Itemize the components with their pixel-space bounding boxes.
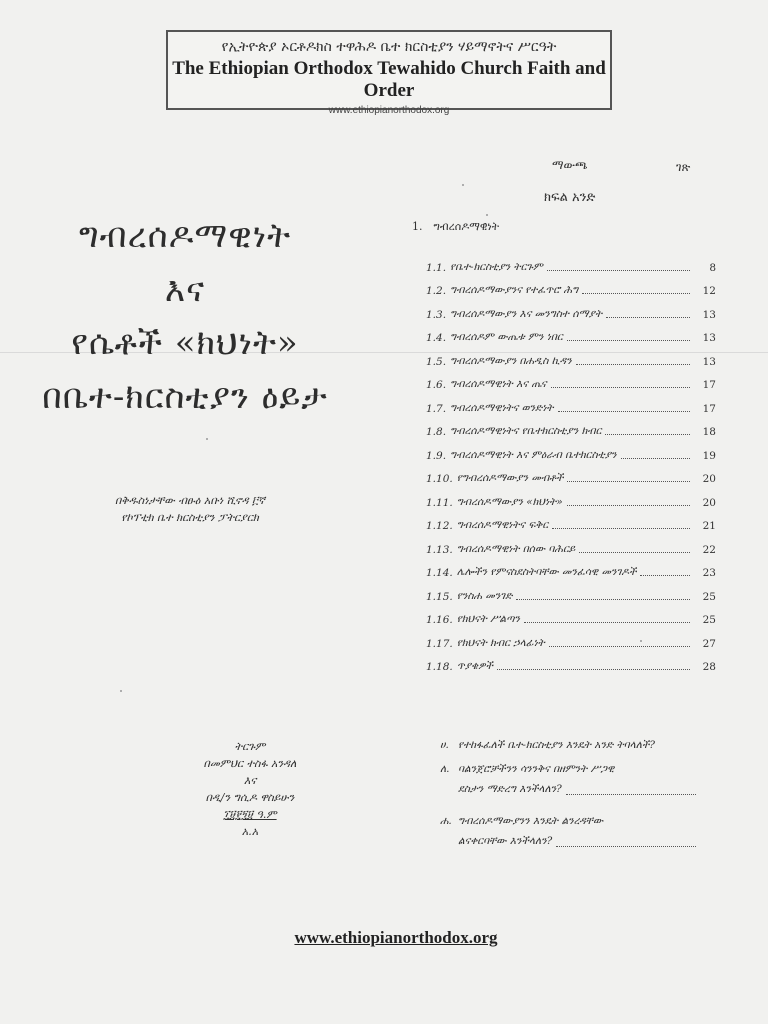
toc-entry-number: 1.14. bbox=[426, 567, 453, 579]
toc-leader-dots bbox=[640, 575, 690, 576]
toc-entry-label: ግብረሰዶማውያንና የተፈጥሮ ሕግ bbox=[450, 284, 579, 296]
toc-subitem bbox=[440, 812, 700, 852]
toc-heading-page: ገጽ bbox=[676, 160, 691, 174]
toc-entry-number: 1.2. bbox=[426, 285, 447, 297]
toc-entry[interactable] bbox=[426, 391, 716, 415]
toc-entry-number: 1.9. bbox=[426, 449, 447, 462]
toc-entry-page: 13 bbox=[702, 332, 716, 344]
scan-speck bbox=[120, 690, 122, 692]
toc-entry[interactable] bbox=[426, 344, 716, 368]
toc-subitem bbox=[440, 760, 700, 800]
toc-entry[interactable] bbox=[426, 438, 716, 462]
toc-leader-dots bbox=[576, 364, 690, 365]
toc-leader-dots bbox=[579, 552, 690, 553]
toc-entry-label: ግብረሰዶማውያን እና መንግስተ ሰማያት bbox=[450, 307, 603, 320]
toc-leader-dots bbox=[621, 458, 690, 459]
toc-entry-page: 27 bbox=[702, 637, 716, 650]
toc-entry-number: 1.16. bbox=[426, 614, 453, 626]
toc-entry[interactable] bbox=[426, 650, 716, 674]
toc-root-entry bbox=[412, 220, 499, 234]
toc-entry-number: 1.13. bbox=[426, 543, 453, 556]
toc-entry-label: ጥያቄዎች bbox=[456, 660, 493, 672]
toc-entry-label: ግብረሰዶማዊነት እና ጤና bbox=[450, 378, 547, 390]
toc-leader-dots bbox=[551, 387, 691, 388]
toc-entry[interactable] bbox=[426, 415, 716, 439]
book-title bbox=[40, 210, 330, 425]
toc-entry-label: ግብረሰዶማውያን በሐዲስ ኪዳን bbox=[450, 354, 572, 367]
toc-root-number: 1. bbox=[412, 220, 423, 233]
title-line: በቤተ-ክርስቲያን ዕይታ bbox=[42, 377, 328, 418]
toc-entry[interactable] bbox=[426, 532, 716, 556]
toc-entry-page: 21 bbox=[702, 520, 716, 532]
toc-entry-label: ሌሎችን የምናስደስትባቸው መንፈሳዊ መንገዶች bbox=[456, 566, 637, 578]
toc-entry-number: 1.4. bbox=[426, 332, 447, 344]
toc-entry[interactable] bbox=[426, 556, 716, 580]
toc-subitem bbox=[440, 736, 700, 756]
toc-subitem-text: ልናቀርባቸው እንችላለን? bbox=[458, 834, 553, 847]
toc-entry[interactable] bbox=[426, 462, 716, 486]
scan-speck bbox=[462, 184, 464, 186]
toc-entry-label: የቤተ-ክርስቲያን ትርጉም bbox=[450, 260, 543, 273]
toc-entry[interactable] bbox=[426, 485, 716, 509]
toc-entry-number: 1.15. bbox=[426, 590, 453, 603]
toc-entry-page: 20 bbox=[702, 473, 716, 485]
toc-entry-number: 1.6. bbox=[426, 379, 447, 391]
toc-entry[interactable] bbox=[426, 579, 716, 603]
toc-entry-page: 20 bbox=[702, 496, 716, 509]
toc-heading-contents: ማውጫ bbox=[552, 158, 588, 172]
toc-entry[interactable] bbox=[426, 603, 716, 627]
toc-leader-dots bbox=[605, 434, 690, 435]
translator-line: ትርጉም bbox=[234, 740, 266, 753]
footer-url[interactable]: www.ethiopianorthodox.org bbox=[294, 928, 498, 947]
toc-leader-dots bbox=[547, 270, 690, 271]
toc-entry-number: 1.10. bbox=[426, 473, 453, 485]
toc-entry-number: 1.12. bbox=[426, 520, 453, 532]
toc-entry-page: 17 bbox=[702, 402, 716, 415]
toc-entry-label: ግብረሰዶማውያን «ክህነት» bbox=[456, 495, 563, 508]
toc-subitem-text: የተከፋፈለች ቤተ-ክርስቲያን እንዴት አንድ ትባላለች? bbox=[458, 739, 655, 751]
toc-entry[interactable] bbox=[426, 626, 716, 650]
translator-line: እና bbox=[243, 774, 257, 788]
toc-leader-dots bbox=[606, 317, 690, 318]
toc-entry-number: 1.5. bbox=[426, 355, 447, 368]
toc-entry-page: 17 bbox=[702, 379, 716, 391]
translator-line: አ.አ bbox=[241, 825, 259, 839]
toc-entry-number: 1.1. bbox=[426, 261, 447, 274]
toc-entry-page: 23 bbox=[702, 567, 716, 579]
toc-entry-label: ግብረሰዶማዊነትና የቤተክርስቲያን ክብር bbox=[450, 425, 602, 437]
toc-entry[interactable] bbox=[426, 250, 716, 274]
author-line: በቅዱስነታቸው ብፁዕ አቡነ ሺኖዳ ፫ኛ bbox=[114, 494, 266, 507]
toc-entry-label: ግብረሰዶማዊነት በሰው ባሕርይ bbox=[456, 542, 576, 555]
toc-entry-label: ግብረሰዶማዊነትና ወንድነት bbox=[450, 401, 554, 414]
toc-entry-page: 18 bbox=[702, 426, 716, 438]
translator-year: ፲፱፻፺፱ ዓ.ም bbox=[223, 808, 277, 822]
header-box bbox=[166, 30, 612, 116]
toc-entry[interactable] bbox=[426, 368, 716, 392]
toc-subitem-mark: ለ. bbox=[440, 763, 450, 775]
toc-subitem-text: ደስታን ማድረግ እንችላለን? bbox=[458, 782, 562, 795]
author-line: የኮፕቲክ ቤተ ክርስቲያን ፓትርያርክ bbox=[121, 511, 259, 525]
scan-speck bbox=[486, 214, 488, 216]
toc-entry-page: 8 bbox=[709, 261, 716, 274]
toc-leader-dots bbox=[549, 646, 690, 647]
toc-entry[interactable] bbox=[426, 321, 716, 345]
toc-entry-number: 1.3. bbox=[426, 308, 447, 321]
toc-entry-page: 13 bbox=[702, 308, 716, 321]
translator-line: በዲ/ን ግሲዶ ዋስይሁን bbox=[205, 791, 295, 805]
scan-speck bbox=[640, 640, 642, 642]
toc-entry-page: 19 bbox=[702, 449, 716, 462]
toc-list bbox=[426, 250, 716, 673]
toc-entry-label: ግብረሰዶማዊነት እና ምዕራብ ቤተክርስቲያን bbox=[450, 448, 617, 461]
toc-leader-dots bbox=[524, 622, 690, 623]
toc-subitem-text: ባልንጀሮቻችንን ሳንንቅና በዘምንት ሥጋዊ bbox=[458, 763, 615, 775]
toc-root-label: ግብረሰዶማዊነት bbox=[433, 220, 500, 233]
scan-speck bbox=[206, 438, 208, 440]
author-block bbox=[70, 492, 310, 526]
toc-subitem-mark: ሐ. bbox=[440, 815, 452, 827]
toc-leader-dots bbox=[567, 505, 690, 506]
toc-entry-page: 22 bbox=[702, 543, 716, 556]
toc-entry-label: የንስሐ መንገድ bbox=[456, 589, 513, 602]
toc-entry-page: 25 bbox=[702, 614, 716, 626]
toc-entry-label: ግብረሰዶማዊነትና ፍቅር bbox=[456, 519, 549, 531]
toc-entry-number: 1.11. bbox=[426, 496, 453, 509]
title-line: የሴቶች «ክህነት» bbox=[71, 323, 299, 364]
toc-leader-dots bbox=[582, 293, 690, 294]
toc-entry-page: 13 bbox=[702, 355, 716, 368]
toc-leader-dots bbox=[566, 780, 696, 795]
toc-leader-dots bbox=[558, 411, 690, 412]
header-url: www.ethiopianorthodox.org bbox=[328, 105, 450, 116]
toc-part-title: ክፍል አንድ bbox=[544, 190, 596, 205]
toc-entry-label: ግብረሰዶም ውጤቱ ምን ነበር bbox=[450, 331, 563, 343]
toc-entry-number: 1.18. bbox=[426, 661, 453, 673]
toc-subitem-text: ግብረሰዶማውያንን እንዴት ልንረዳቸው bbox=[458, 815, 604, 827]
toc-leader-dots bbox=[567, 481, 690, 482]
toc-leader-dots bbox=[497, 669, 690, 670]
toc-entry-label: የግብረሰዶማውያን መብቶች bbox=[456, 472, 564, 484]
header-title-english: The Ethiopian Orthodox Tewahido Church Faith and Order bbox=[172, 58, 606, 101]
toc-entry-label: የክህናት ክብር ኃላፊነት bbox=[456, 636, 545, 649]
toc-leader-dots bbox=[567, 340, 690, 341]
toc-leader-dots bbox=[556, 832, 696, 847]
toc-entry[interactable] bbox=[426, 297, 716, 321]
header-title-amharic: የኢትዮጵያ ኦርቶዶክስ ተዋሕዶ ቤተ ክርስቲያን ሃይማኖትና ሥርዓት bbox=[221, 39, 557, 55]
toc-entry[interactable] bbox=[426, 509, 716, 533]
toc-entry-label: የክህናት ሥልጣን bbox=[456, 613, 520, 625]
toc-entry-number: 1.8. bbox=[426, 426, 447, 438]
translator-line: በመምህር ተስፋ አንዳለ bbox=[203, 757, 297, 771]
toc-entry-page: 25 bbox=[702, 590, 716, 603]
toc-entry-page: 28 bbox=[702, 661, 716, 673]
toc-leader-dots bbox=[516, 599, 690, 600]
translator-block bbox=[200, 738, 300, 840]
title-line: ግብረሰዶማዊነት bbox=[78, 216, 292, 256]
toc-subitem-mark: ሀ. bbox=[440, 739, 449, 751]
toc-entry-number: 1.7. bbox=[426, 402, 447, 415]
toc-entry-number: 1.17. bbox=[426, 637, 453, 650]
toc-leader-dots bbox=[552, 528, 690, 529]
toc-entry[interactable] bbox=[426, 274, 716, 298]
title-line: እና bbox=[164, 269, 206, 310]
toc-entry-page: 12 bbox=[702, 285, 716, 297]
